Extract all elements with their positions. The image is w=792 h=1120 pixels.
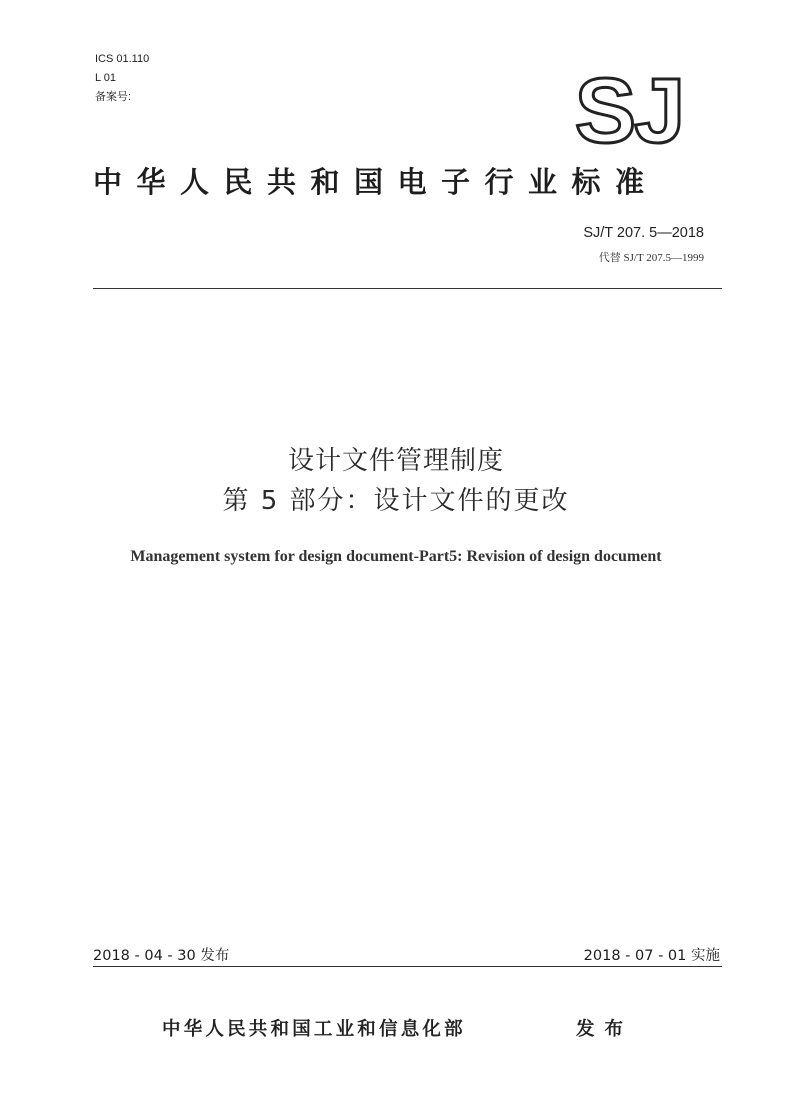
issue-action: 发布: [576, 1019, 634, 1040]
document-title-cn-line2: 第 5 部分：设计文件的更改: [222, 486, 570, 516]
classification-block: [95, 50, 149, 107]
bottom-divider: [93, 966, 722, 967]
filing-number-label: 备案号:: [95, 91, 132, 103]
ics-code: ICS 01.110: [95, 53, 150, 65]
sj-logo: [565, 68, 693, 150]
ccs-code: L 01: [95, 72, 117, 84]
standard-number: SJ/T 207. 5—2018: [583, 225, 704, 241]
industry-standard-title: 中华人民共和国电子行业标准: [93, 165, 659, 199]
implementation-date: 2018 - 07 - 01 实施: [583, 948, 720, 964]
document-title-cn-line1: 设计文件管理制度: [287, 446, 504, 476]
sj-logo-text: SJ: [574, 68, 684, 150]
issue-date: 2018 - 04 - 30 发布: [93, 948, 230, 964]
replaces-standard: 代替 SJ/T 207.5—1999: [598, 252, 704, 264]
top-divider: [93, 288, 722, 289]
document-title-en: Management system for design document-Part5: Revision of design document: [130, 548, 662, 565]
issuing-authority: 中华人民共和国工业和信息化部: [162, 1019, 466, 1040]
